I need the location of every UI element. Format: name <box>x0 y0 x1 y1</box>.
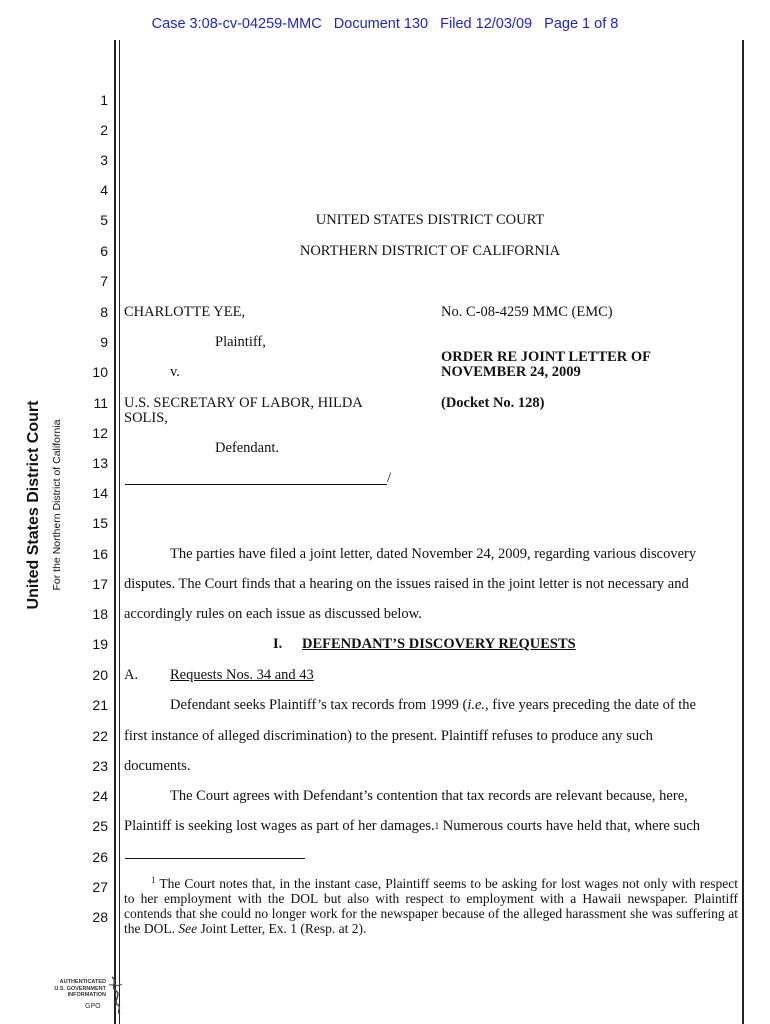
order-title-2: NOVEMBER 24, 2009 <box>441 364 581 380</box>
margin-rule-left-2 <box>119 40 120 1024</box>
line-number: 25 <box>92 818 108 834</box>
body-line-21: Defendant seeks Plaintiff’s tax records from 1999 (i.e., five years preceding the date of the <box>170 697 696 713</box>
line-number: 8 <box>100 304 108 320</box>
line-number: 26 <box>92 849 108 865</box>
court-name: UNITED STATES DISTRICT COURT <box>315 212 545 228</box>
line-number: 28 <box>92 909 108 925</box>
case-header: Case 3:08-cv-04259-MMC Document 130 Filed 12/03/09 Page 1 of 8 <box>151 16 619 32</box>
section-title: DEFENDANT’S DISCOVERY REQUESTS <box>302 636 576 652</box>
district-name: NORTHERN DISTRICT OF CALIFORNIA <box>299 243 561 259</box>
line-number: 11 <box>93 395 108 411</box>
line-number: 4 <box>100 182 108 198</box>
line-number: 19 <box>92 636 108 652</box>
line-number: 24 <box>92 788 108 804</box>
line-number: 12 <box>92 425 108 441</box>
body-line-16: The parties have filed a joint letter, dated November 24, 2009, regarding various discovery <box>170 546 697 562</box>
case-number: No. C-08-4259 MMC (EMC) <box>441 304 613 320</box>
caption-rule <box>125 484 387 485</box>
body-line-17: disputes. The Court finds that a hearing on the issues raised in the joint letter is not necessary and <box>124 576 689 592</box>
sidebar-court-name: United States District Court <box>25 400 42 610</box>
margin-rule-left-1 <box>114 40 116 1024</box>
versus: v. <box>170 364 180 380</box>
line-number: 21 <box>92 697 108 713</box>
line-number: 9 <box>100 334 108 350</box>
body-line-22: first instance of alleged discrimination) to the present. Plaintiff refuses to produce any such <box>124 728 653 744</box>
line-number: 14 <box>92 485 108 501</box>
section-number: I. <box>273 636 283 652</box>
line-number: 10 <box>92 364 108 380</box>
line-number: 6 <box>100 243 108 259</box>
line-number: 23 <box>92 758 108 774</box>
line-number: 15 <box>92 515 108 531</box>
line-number: 1 <box>100 92 108 108</box>
line-number: 13 <box>92 455 108 471</box>
eagle-icon <box>106 975 130 1015</box>
order-title-1: ORDER RE JOINT LETTER OF <box>441 349 652 365</box>
line-number: 5 <box>100 212 108 228</box>
footnote-ref: 1 <box>434 821 440 831</box>
plaintiff-role: Plaintiff, <box>215 334 266 350</box>
sidebar-district: For the Northern District of California <box>51 419 63 591</box>
margin-rule-right <box>742 40 744 1024</box>
gpo-authentication-seal: AUTHENTICATED U.S. GOVERNMENT INFORMATION GPO <box>40 975 130 1015</box>
line-number: 3 <box>100 152 108 168</box>
body-line-24: The Court agrees with Defendant’s contention that tax records are relevant because, here, <box>170 788 688 804</box>
line-number: 27 <box>92 879 108 895</box>
plaintiff-name: CHARLOTTE YEE, <box>124 304 246 320</box>
footnote: $^1$ The Court notes that, in the instant case, Plaintiff seems to be asking for lost wages not only with respect to her employment with the DOL but also with respect to employment with a Hawaii newspaper. Plaintiff contends that she could no longer work for the newspaper because of the alleged harassment she was suffering at the DOL. See Joint Letter, Ex. 1 (Resp. at 2). <box>124 875 738 936</box>
line-number: 2 <box>100 122 108 138</box>
caption-slash: / <box>387 470 392 486</box>
line-number: 18 <box>92 606 108 622</box>
subsection-letter: A. <box>124 667 139 683</box>
docket-number: (Docket No. 128) <box>441 395 545 411</box>
line-number: 22 <box>92 728 108 744</box>
line-number: 20 <box>92 667 108 683</box>
line-number: 17 <box>92 576 108 592</box>
body-line-18: accordingly rules on each issue as discussed below. <box>124 606 422 622</box>
defendant-name-2: SOLIS, <box>124 410 168 426</box>
footnote-rule <box>125 858 305 859</box>
body-line-23: documents. <box>124 758 191 774</box>
defendant-role: Defendant. <box>215 440 280 456</box>
body-line-25: Plaintiff is seeking lost wages as part of her damages.$^1$ Numerous courts have held that, where such <box>124 818 701 834</box>
line-number: 16 <box>92 546 108 562</box>
defendant-name-1: U.S. SECRETARY OF LABOR, HILDA <box>124 395 363 411</box>
line-number: 7 <box>100 273 108 289</box>
subsection-title: Requests Nos. 34 and 43 <box>170 667 314 683</box>
